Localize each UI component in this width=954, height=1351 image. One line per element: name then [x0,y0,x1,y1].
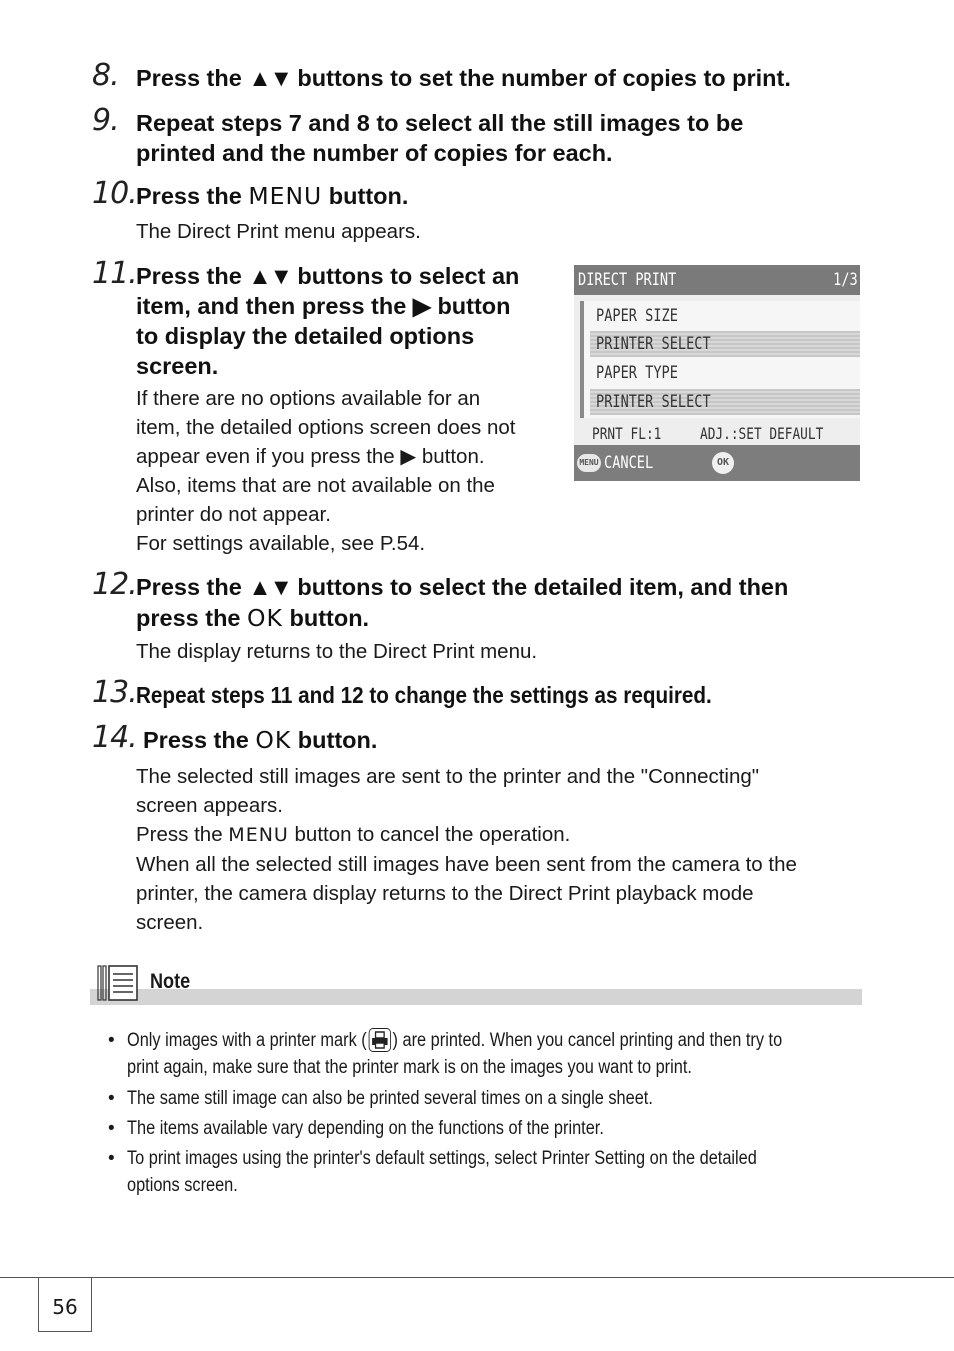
right-arrow-icon: ▶ [412,293,431,319]
body-line: When all the selected still images have been sent from the camera to the [136,853,797,876]
note-bullet [108,1027,868,1081]
ok-button-label: OK [247,604,283,632]
step-heading [136,680,790,710]
body-text: button to cancel the operation. [288,823,571,846]
up-down-arrow-icon: ▲▼ [248,263,291,289]
bullet-dot: • [108,1148,115,1169]
step-number: 11. [92,256,137,291]
note-label: Note [150,970,191,993]
lcd-page-indicator: 1/3 [833,270,858,290]
step-number: 12. [92,567,137,602]
heading-text: Press the [143,727,256,753]
note-icon [96,964,140,1004]
note-bullet [108,1115,868,1142]
body-line [136,820,797,850]
note-bullet [108,1145,868,1199]
lcd-title-bar [574,265,860,295]
heading-text: Press the [136,574,249,600]
heading-text: button. [291,727,378,753]
up-down-arrow-icon: ▲▼ [248,65,291,91]
heading-line: Repeat steps 7 and 8 to select all the still images to be [136,110,744,136]
lcd-adj-hint: ADJ.:SET DEFAULT [700,424,824,443]
heading-text: buttons to set the number of copies to print. [290,65,791,91]
body-line: The selected still images are sent to the printer and the "Connecting" [136,765,760,788]
heading-text: button. [282,605,370,631]
heading-line [136,572,788,603]
heading-line: screen. [136,353,219,379]
heading-text: button. [322,183,409,209]
step-heading [136,261,519,381]
camera-lcd-screenshot [574,265,860,481]
step-heading [136,572,788,634]
step-body [136,384,516,558]
heading-line: printed and the number of copies for each. [136,140,613,166]
body-line: printer do not appear. [136,503,331,526]
step-heading [136,181,408,211]
right-arrow-icon: ▶ [400,445,417,468]
lcd-menu-item: PRINTER SELECT [590,331,860,357]
body-text: Press the [136,823,229,846]
page-number: 56 [52,1295,78,1319]
bullet-text: The same still image can also be printed several times on a single sheet. [127,1088,653,1109]
lcd-bottom-bar [574,445,860,481]
printer-mark-icon [368,1028,390,1052]
body-line: item, the detailed options screen does not [136,416,516,439]
lcd-menu-item: PAPER TYPE [596,363,678,383]
body-line: printer, the camera display returns to the Direct Print playback mode [136,882,754,905]
bullet-dot: • [108,1118,115,1139]
heading-text: Press the [136,183,249,209]
heading-text: Repeat steps 11 and 12 to change the settings as required. [136,682,712,708]
bullet-text: Only images with a printer mark ( ) are printed. When you cancel printing and then try to print again, make sure that the printer mark is on the images you want to print. [127,1030,783,1078]
page-number-box [38,1277,92,1332]
heading-text: item, and then press the [136,293,413,319]
heading-text: button [430,293,511,319]
lcd-info-line [574,421,860,447]
menu-button-label: MENU [248,182,323,210]
menu-button-label: MENU [228,824,289,846]
bullet-text: The items available vary depending on the functions of the printer. [127,1118,604,1139]
heading-text: Press the [136,65,249,91]
body-text: appear even if you press the [136,445,401,468]
lcd-menu-item: PRINTER SELECT [590,389,860,415]
heading-text: buttons to select an [290,263,520,289]
body-line: For settings available, see P.54. [136,532,426,555]
heading-line [136,603,788,634]
step-heading [136,108,743,168]
footer-rule [0,1277,954,1278]
step-heading [136,63,791,93]
body-line: If there are no options available for an [136,387,481,410]
bullet-dot: • [108,1088,115,1109]
heading-text: Press the [136,263,249,289]
lcd-title: DIRECT PRINT [578,270,677,290]
note-bullet [108,1085,868,1112]
heading-text: buttons to select the detailed item, and then [290,574,789,600]
body-line: screen appears. [136,794,284,817]
lcd-menu-item: PAPER SIZE [596,306,678,326]
step-body: The display returns to the Direct Print menu. [136,640,538,663]
lcd-menu-list [580,301,860,418]
note-header-bar [90,989,862,1005]
body-text: button. [416,445,485,468]
ok-button-icon: OK [712,452,734,474]
lcd-cancel-label: CANCEL [604,453,654,473]
heading-line [136,261,519,291]
bullet-text: To print images using the printer's default settings, select Printer Setting on the detailed options screen. [127,1148,757,1196]
step-number: 9. [92,103,119,138]
lcd-print-files: PRNT FL:1 [592,424,662,443]
step-heading [143,725,377,755]
step-number: 10. [92,176,137,211]
step-body: The Direct Print menu appears. [136,220,421,243]
step-body [136,762,797,937]
heading-text: press the [136,605,248,631]
body-line [136,442,516,471]
heading-line [136,291,519,321]
heading-line: to display the detailed options [136,323,475,349]
body-line: Also, items that are not available on the [136,474,495,497]
step-number: 13. [92,675,137,710]
menu-button-icon: MENU [577,454,601,472]
bullet-dot: • [108,1030,115,1051]
step-number: 14. [92,720,137,755]
body-line: screen. [136,911,204,934]
step-number: 8. [92,58,119,93]
ok-button-label: OK [255,726,292,754]
up-down-arrow-icon: ▲▼ [248,574,291,600]
